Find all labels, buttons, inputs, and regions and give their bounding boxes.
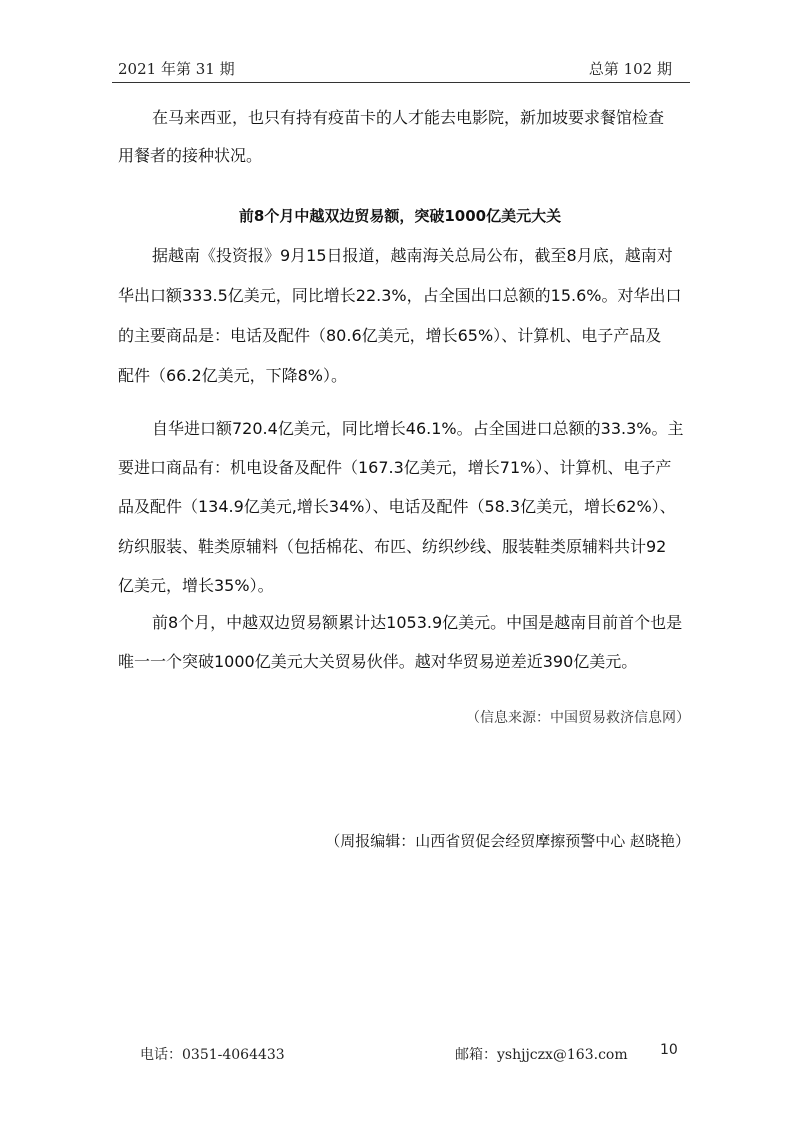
editor-credit: （周报编辑：山西省贸促会经贸摩擦预警中心 赵晓艳） [325,832,690,850]
paragraph3-line: 前8个月，中越双边贸易额累计达1053.9亿美元。中国是越南目前首个也是 [152,613,683,632]
paragraph3-line: 唯一一个突破1000亿美元大关贸易伙伴。越对华贸易逆差近390亿美元。 [118,652,638,671]
intro-line: 用餐者的接种状况。 [118,146,263,165]
paragraph1-line: 配件（66.2亿美元，下降8%）。 [118,366,348,385]
total-issue-number: 总第 102 期 [588,60,672,78]
paragraph2-line: 品及配件（134.9亿美元,增长34%）、电话及配件（58.3亿美元，增长62%）、 [118,497,676,516]
issue-number: 2021 年第 31 期 [118,60,235,78]
info-source: （信息来源：中国贸易救济信息网） [466,710,690,726]
paragraph1-line: 的主要商品是：电话及配件（80.6亿美元，增长65%）、计算机、电子产品及 [118,326,662,345]
page-number: 10 [660,1042,678,1058]
article-title: 前8个月中越双边贸易额，突破1000亿美元大关 [238,207,562,225]
footer-phone: 电话：0351-4064433 [140,1047,285,1063]
footer-email: 邮箱：yshjjczx@163.com [455,1047,628,1063]
paragraph2-line: 亿美元，增长35%）。 [118,576,274,595]
paragraph2-line: 要进口商品有：机电设备及配件（167.3亿美元，增长71%）、计算机、电子产 [118,458,672,477]
intro-line: 在马来西亚，也只有持有疫苗卡的人才能去电影院，新加坡要求餐馆检查 [152,108,665,127]
header-divider [112,82,690,83]
paragraph1-line: 华出口额333.5亿美元，同比增长22.3%，占全国出口总额的15.6%。对华出口 [118,286,682,305]
paragraph2-line: 自华进口额720.4亿美元，同比增长46.1%。占全国进口总额的33.3%。主 [152,419,684,438]
paragraph1-line: 据越南《投资报》9月15日报道，越南海关总局公布，截至8月底，越南对 [152,246,673,265]
paragraph2-line: 纺织服装、鞋类原辅料（包括棉花、布匹、纺织纱线、服装鞋类原辅料共计92 [118,537,667,556]
